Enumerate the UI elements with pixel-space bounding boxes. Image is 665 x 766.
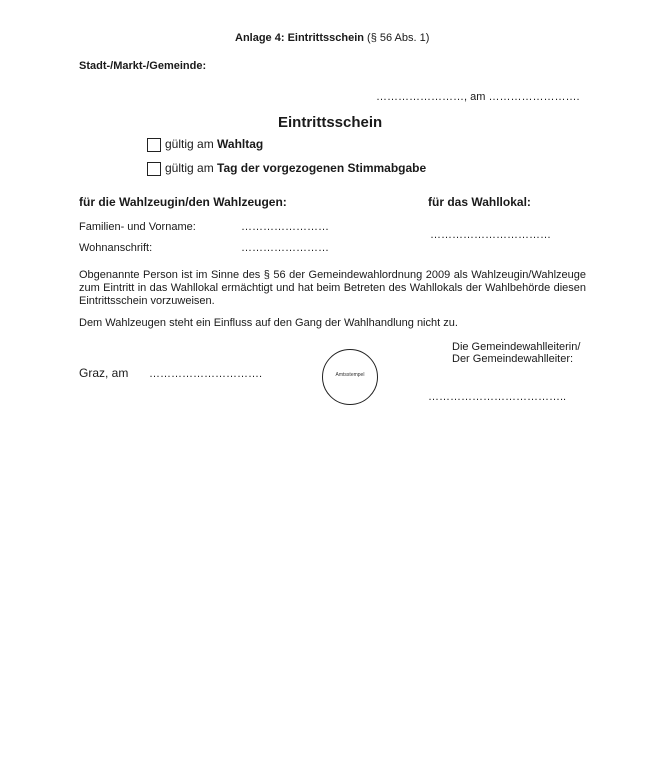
option-text-plain: gültig am: [165, 161, 218, 175]
option-label-vorgezogen: [165, 161, 426, 175]
option-text-bold: Tag der vorgezogenen Stimmabgabe: [217, 161, 427, 175]
name-label: Familien- und Vorname:: [79, 221, 196, 233]
option-text-plain: gültig am: [165, 137, 218, 151]
stamp-label: Amtsstempel: [335, 372, 365, 378]
place-dots: ……………………, am: [376, 91, 486, 103]
annex-title-main: Anlage 4: Eintrittsschein: [235, 32, 364, 44]
signature-dots: ………………………………..: [428, 391, 567, 403]
place-date-dots: ………………………….: [149, 368, 263, 380]
annex-title-reference: (§ 56 Abs. 1): [363, 32, 430, 44]
annex-title: [235, 32, 429, 44]
witness-heading: für die Wahlzeugin/den Wahlzeugen:: [79, 195, 287, 209]
place-date-label: Graz, am: [79, 366, 129, 380]
polling-station-heading: für das Wahllokal:: [428, 195, 531, 209]
authorization-paragraph: Obgenannte Person ist im Sinne des § 56 der Gemeindewahlordnung 2009 als Wahlzeugin/Wahlzeuge zum Eintritt in das Wahllokal ermächtigt und hat beim Betreten des Wahllokals der Wahlbehörde diesen Eintrittsschein vorzuweisen.: [79, 269, 586, 307]
polling-station-value: ……………………………: [430, 229, 551, 241]
option-text-bold: Wahltag: [217, 137, 264, 151]
signature-title-line1: Die Gemeindewahlleiterin/: [452, 341, 581, 353]
influence-paragraph: Dem Wahlzeugen steht ein Einfluss auf den Gang der Wahlhandlung nicht zu.: [79, 317, 458, 329]
option-checkbox-vorgezogen[interactable]: [147, 162, 161, 176]
option-label-wahltag: [165, 137, 263, 151]
address-label: Wohnanschrift:: [79, 242, 153, 254]
address-value: ……………………: [241, 242, 329, 254]
official-stamp-circle: [322, 349, 378, 405]
municipality-label: Stadt-/Markt-/Gemeinde:: [79, 60, 207, 72]
option-checkbox-wahltag[interactable]: [147, 138, 161, 152]
signature-title-line2: Der Gemeindewahlleiter:: [452, 353, 574, 365]
name-value: ……………………: [241, 221, 329, 233]
document-title: Eintrittsschein: [278, 114, 383, 131]
date-dots: …………………….: [488, 91, 580, 103]
place-date-line: [376, 91, 580, 103]
